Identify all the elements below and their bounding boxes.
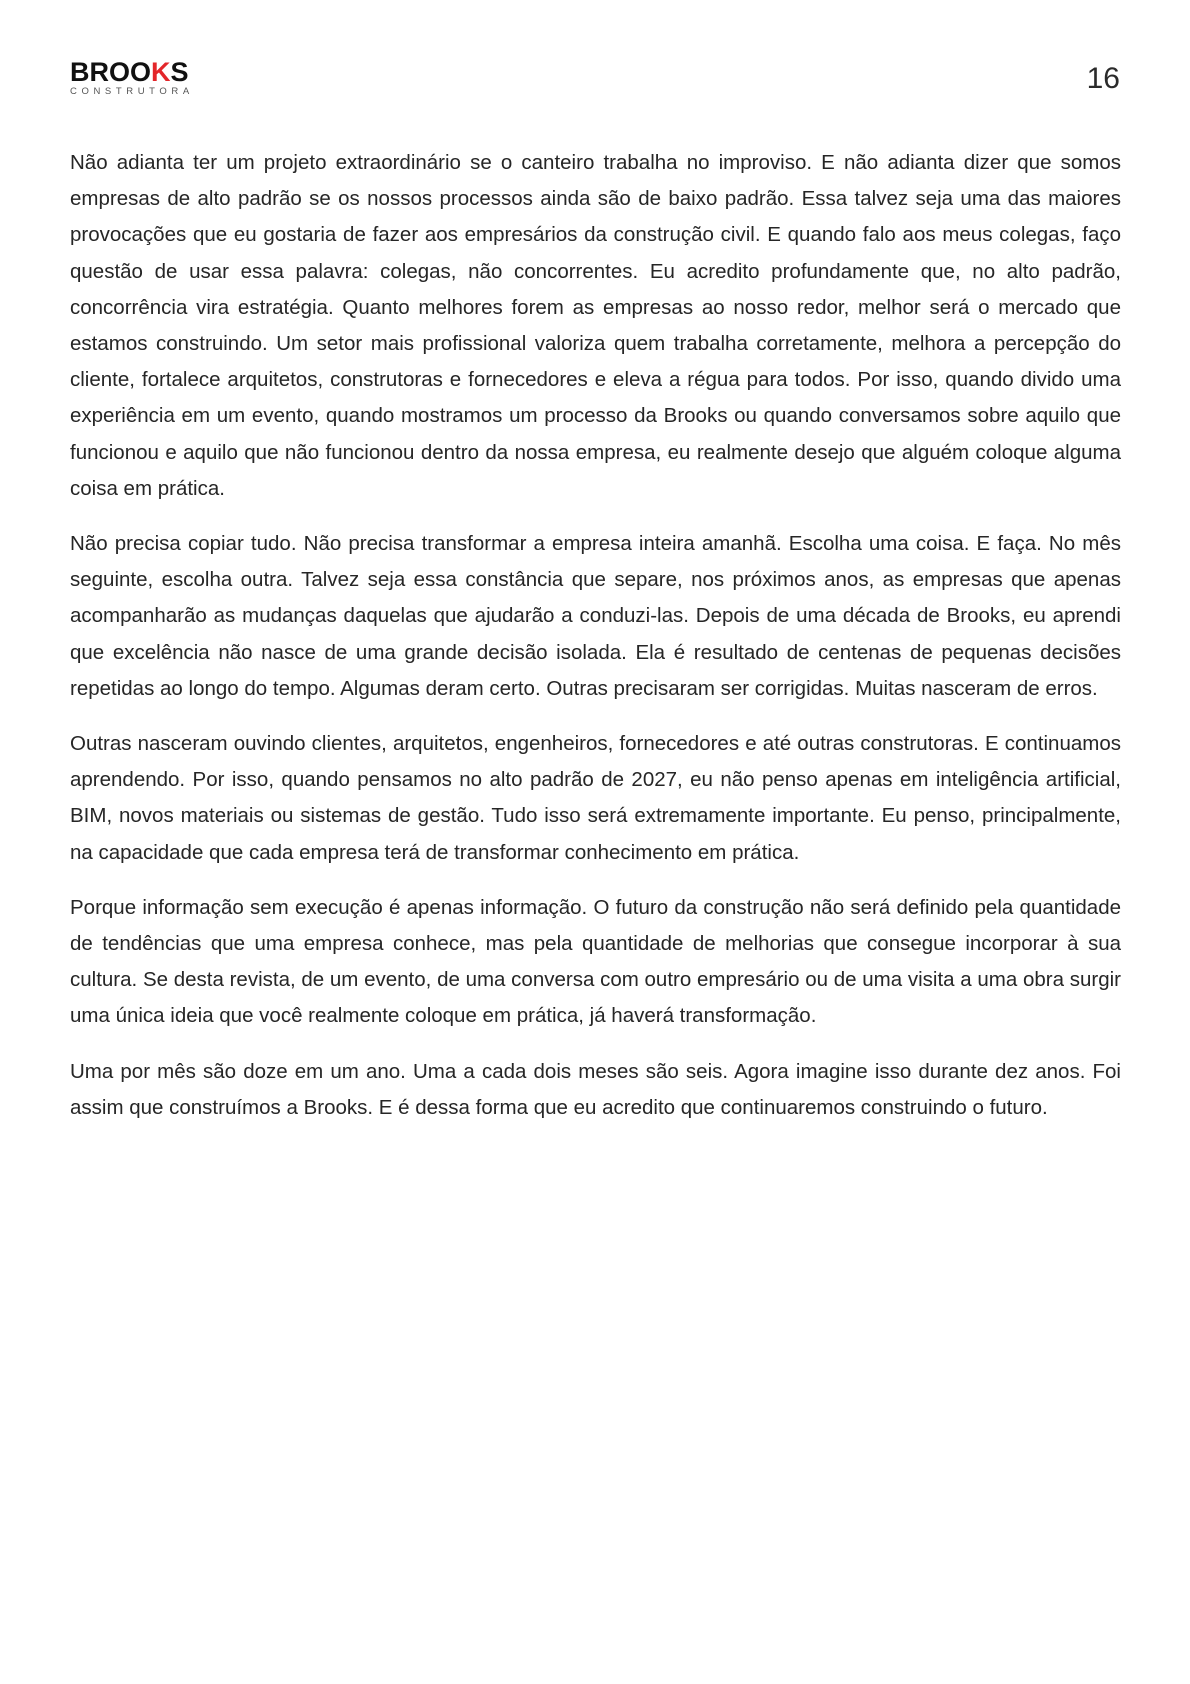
paragraph: Outras nasceram ouvindo clientes, arquitetos, engenheiros, fornecedores e até outras construtoras. E continuamos aprendendo. Por isso, quando pensamos no alto padrão de 2027, eu não penso apenas em inteligência artificial, BIM, novos materiais ou sistemas de gestão. Tudo isso será extremamente importante. Eu penso, principalmente, na capacidade que cada empresa terá de transformar conhecimento em prática.: [70, 732, 1121, 864]
page-header: [70, 58, 1120, 108]
article-body: [70, 145, 1121, 1145]
page-number: 16: [1086, 62, 1120, 95]
logo-subtitle: CONSTRUTORA: [70, 86, 194, 97]
logo-suffix: S: [170, 57, 189, 87]
paragraph: Não precisa copiar tudo. Não precisa transformar a empresa inteira amanhã. Escolha uma coisa. E faça. No mês seguinte, escolha outra. Talvez seja essa constância que separe, nos próximos anos, as empresas que apenas acompanharão as mudanças daquelas que ajudarão a conduzi-las. Depois de uma década de Brooks, eu aprendi que excelência não nasce de uma grande decisão isolada. Ela é resultado de centenas de pequenas decisões repetidas ao longo do tempo. Algumas deram certo. Outras precisaram ser corrigidas. Muitas nasceram de erros.: [70, 532, 1121, 700]
logo-prefix: BROO: [70, 57, 151, 87]
brooks-logo: [70, 58, 250, 98]
paragraph: Não adianta ter um projeto extraordinário se o canteiro trabalha no improviso. E não adianta dizer que somos empresas de alto padrão se os nossos processos ainda são de baixo padrão. Essa talvez seja uma das maiores provocações que eu gostaria de fazer aos empresários da construção civil. E quando falo aos meus colegas, faço questão de usar essa palavra: colegas, não concorrentes. Eu acredito profundamente que, no alto padrão, concorrência vira estratégia. Quanto melhores forem as empresas ao nosso redor, melhor será o mercado que estamos construindo. Um setor mais profissional valoriza quem trabalha corretamente, melhora a percepção do cliente, fortalece arquitetos, construtoras e fornecedores e eleva a régua para todos. Por isso, quando divido uma experiência em um evento, quando mostramos um processo da Brooks ou quando conversamos sobre aquilo que funcionou e aquilo que não funcionou dentro da nossa empresa, eu realmente desejo que alguém coloque alguma coisa em prática.: [70, 151, 1121, 500]
logo-accent-letter: K: [151, 57, 171, 87]
logo-wordmark: [70, 58, 250, 86]
paragraph: Uma por mês são doze em um ano. Uma a cada dois meses são seis. Agora imagine isso durante dez anos. Foi assim que construímos a Brooks. E é dessa forma que eu acredito que continuaremos construindo o futuro.: [70, 1059, 1121, 1119]
paragraph: Porque informação sem execução é apenas informação. O futuro da construção não será definido pela quantidade de tendências que uma empresa conhece, mas pela quantidade de melhorias que consegue incorporar à sua cultura. Se desta revista, de um evento, de uma conversa com outro empresário ou de uma visita a uma obra surgir uma única ideia que você realmente coloque em prática, já haverá transformação.: [70, 895, 1121, 1028]
